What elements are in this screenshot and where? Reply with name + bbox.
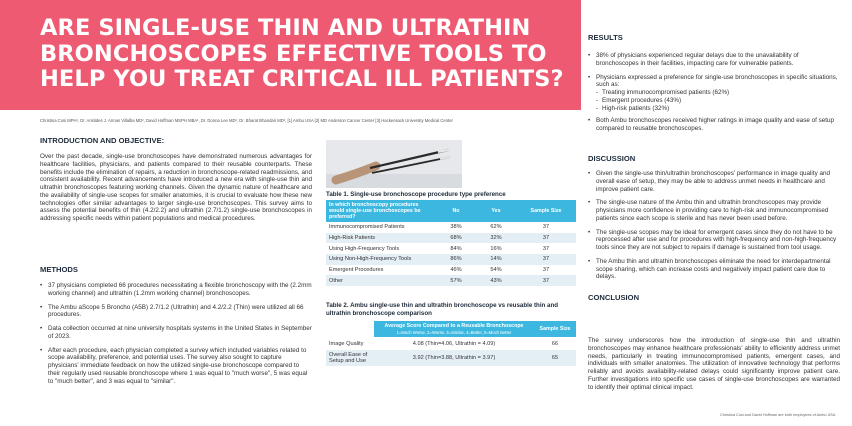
table-cell: 57% [436, 275, 476, 286]
table1 [326, 200, 576, 286]
table-cell: 43% [476, 275, 516, 286]
table-cell: 4.08 (Thin=4.06, Ultrathin = 4.09) [412, 340, 496, 347]
list-sub-item: - Emergent procedures (43%) [588, 97, 840, 105]
table-cell: 86% [436, 254, 476, 265]
results-list [588, 52, 840, 139]
table-cell: Image Quality [329, 340, 364, 347]
list-sub-item: - Treating immunocompromised patients (62%) [588, 89, 840, 97]
table-cell: Emergent Procedures [329, 267, 384, 274]
title-banner [0, 0, 581, 110]
table-cell: Other [326, 275, 436, 286]
table-header-empty [326, 321, 374, 337]
table-cell: 32% [476, 233, 516, 244]
table-row [326, 222, 576, 233]
bronchoscope-illustration [326, 140, 462, 188]
list-item: • 37 physicians completed 66 procedures necessitating a flexible bronchoscopy with the (2.2mm working channel) and ultrathin (1.2mm working channel) bronchoscopes. [40, 282, 312, 298]
table1-caption: Table 1. Single-use bronchoscope procedure type preference [326, 191, 506, 198]
table-header: Sample Size [516, 200, 576, 222]
poster-title: ARE SINGLE-USE THIN AND ULTRATHIN BRONCHOSCOPES EFFECTIVE TOOLS TO HELP YOU TREAT CRITICAL ILL PATIENTS? [40, 15, 564, 92]
list-item: • Physicians expressed a preference for single-use bronchoscopes in specific situations, such as: [588, 74, 840, 90]
table-row [326, 243, 576, 254]
discussion-heading: DISCUSSION [588, 154, 636, 163]
methods-heading: METHODS [40, 265, 78, 274]
table-cell: 37 [542, 224, 550, 231]
intro-heading: INTRODUCTION AND OBJECTIVE: [40, 136, 165, 145]
list-item: • The Ambu aScope 5 Broncho (A5B) 2.7/1.2 (Ultrathin) and 4.2/2.2 (Thin) were utilized all 66 procedures. [40, 304, 312, 320]
list-item: • The single-use scopes may be ideal for emergent cases since they do not have to be reprocessed after use and for procedures with high-frequency and non-high-frequency tools since they are not subject to repairs if damage is sustained from tool usage. [588, 229, 840, 252]
list-item: • After each procedure, each physician completed a survey which included variables related to scope availability, preference, and potential uses. The survey also sought to capture physicians' immediate feedback on how the utilized single-use bronchoscope compared to their regularly used reusable bronchoscope where 1 was equal to "much worse", 5 was equal to "much better", and 3 was equal to "similar". [40, 347, 312, 386]
table-cell: 38% [450, 224, 462, 231]
table-cell: 14% [476, 254, 516, 265]
table-header: Yes [476, 200, 516, 222]
list-sub-item: - High-risk patients (32%) [588, 105, 840, 113]
table-cell: 68% [436, 233, 476, 244]
bronchoscope-photo [326, 140, 462, 188]
table-row [326, 337, 576, 350]
table-cell: 16% [490, 245, 502, 252]
table-header-row [326, 200, 576, 222]
results-heading: RESULTS [588, 33, 623, 42]
list-item: • Given the single-use thin/ultrathin bronchoscopes' performance in image quality and overall ease of setup, they may be able to address unmet needs in healthcare and improve patient care. [588, 170, 840, 193]
methods-list [40, 282, 312, 391]
table-cell: 54% [490, 267, 502, 274]
list-item: • The Ambu thin and ultrathin bronchoscopes eliminate the need for interdepartmental scope sharing, which can increase costs and negatively impact patient care due to delays. [588, 258, 840, 281]
conclusion-text: The survey underscores how the introduction of single-use thin and ultrathin bronchoscopes may enhance healthcare professionals' ability to efficiently address unmet needs, particularly in treating immunocompromised patients, emergent cases, and individuals with smaller anatomies. The utilization of innovative technology that performs reliably and avoids availability-related delays could significantly improve patient care. Further investigations into specific use cases of single-use bronchoscopes are warranted to identify their optimal clinical impact. [588, 337, 840, 391]
table-header [374, 321, 534, 337]
table-header: Sample Size [534, 321, 576, 337]
table-row [326, 265, 576, 276]
table-cell: Overall Ease of Setup and Use [326, 350, 374, 366]
table-cell: Immunocompromised Patients [329, 224, 405, 231]
list-item: • Both Ambu bronchoscopes received higher ratings in image quality and ease of setup compared to reusable bronchoscopes. [588, 117, 840, 133]
table-cell: 84% [450, 245, 462, 252]
list-item: • 38% of physicians experienced regular delays due to the unavailability of bronchoscopes in their facilities, impacting care for vulnerable patients. [588, 52, 840, 68]
table-cell: 66 [551, 340, 559, 347]
table-cell: 65 [534, 350, 576, 366]
table-cell: 37 [516, 233, 576, 244]
table2 [326, 321, 576, 366]
table-header: In which bronchoscopy procedures would single-use bronchoscopes be preferred? [326, 200, 436, 222]
table-cell: 46% [450, 267, 462, 274]
table2-header-main: Average Score Compared to a Reusable Bronchoscope [384, 323, 524, 329]
conclusion-heading: CONCLUSION [588, 293, 640, 302]
author-list: Christina Cosi MPH¹, Dr. Aristides J. Armas Villalba MD², David Hoffman MSPH MBA¹, Dr. Donna Lee MD², Dr. Bharat Bhandari MD³, [1] Ambu USA [2] MD Anderson Cancer Center [3] Hackensack University Medical Center [40, 118, 453, 123]
discussion-list [588, 170, 840, 287]
table-row [326, 350, 576, 366]
table2-caption: Table 2. Ambu single-use thin and ultrathin bronchoscope vs reusable thin and ultrathin bronchoscope comparison [326, 302, 559, 317]
table-cell: 37 [516, 275, 576, 286]
table-row [326, 233, 576, 244]
table-cell: 37 [516, 254, 576, 265]
list-item: • The single-use nature of the Ambu thin and ultrathin bronchoscopes may provide physicians more confidence in providing care to high-risk and immunocompromised patients since each scope is sterile and has never been used before. [588, 199, 840, 222]
table-cell: 37 [542, 245, 550, 252]
table-row [326, 254, 576, 265]
table-cell: Using Non-High-Frequency Tools [326, 254, 436, 265]
table-header: No [436, 200, 476, 222]
table-cell: 62% [490, 224, 502, 231]
table2-header-scale: 1=Much Worse, 2=Worse, 3=Similar, 4=Better, 5=Much Better [396, 330, 512, 335]
table-cell: 3.92 (Thin=3.88, Ultrathin = 3.97) [374, 350, 534, 366]
table-header-row [326, 321, 576, 337]
table-cell: High-Risk Patients [326, 233, 436, 244]
disclosure-footnote: Christina Cosi and David Hoffman are both employees of Ambu USA [720, 413, 836, 417]
table-cell: Using High-Frequency Tools [329, 245, 400, 252]
table-cell: 37 [542, 267, 550, 274]
table-row [326, 275, 576, 286]
list-item: • Data collection occurred at nine university hospitals systems in the United States in September of 2023. [40, 325, 312, 341]
intro-text: Over the past decade, single-use bronchoscopes have demonstrated numerous advantages for healthcare facilities, physicians, and patients compared to their reusable counterparts. These benefits include the elimination of repairs, a reduction in bronchoscope-related readmissions, and consistent availability. Recent advancements have introduced a new era with single-use thin and ultrathin bronchoscopes featuring working channels. Given the dynamic nature of healthcare and the availability of single-use scopes for smaller anatomies, it is crucial to evaluate how these new technologies offer similar advantages to larger single-use bronchoscopes. This survey aims to assess the potential benefits of thin (4.2/2.2) and ultrathin (2.7/1.2) single-use bronchoscopes in addressing specific needs within patient populations and medical procedures. [40, 153, 312, 222]
